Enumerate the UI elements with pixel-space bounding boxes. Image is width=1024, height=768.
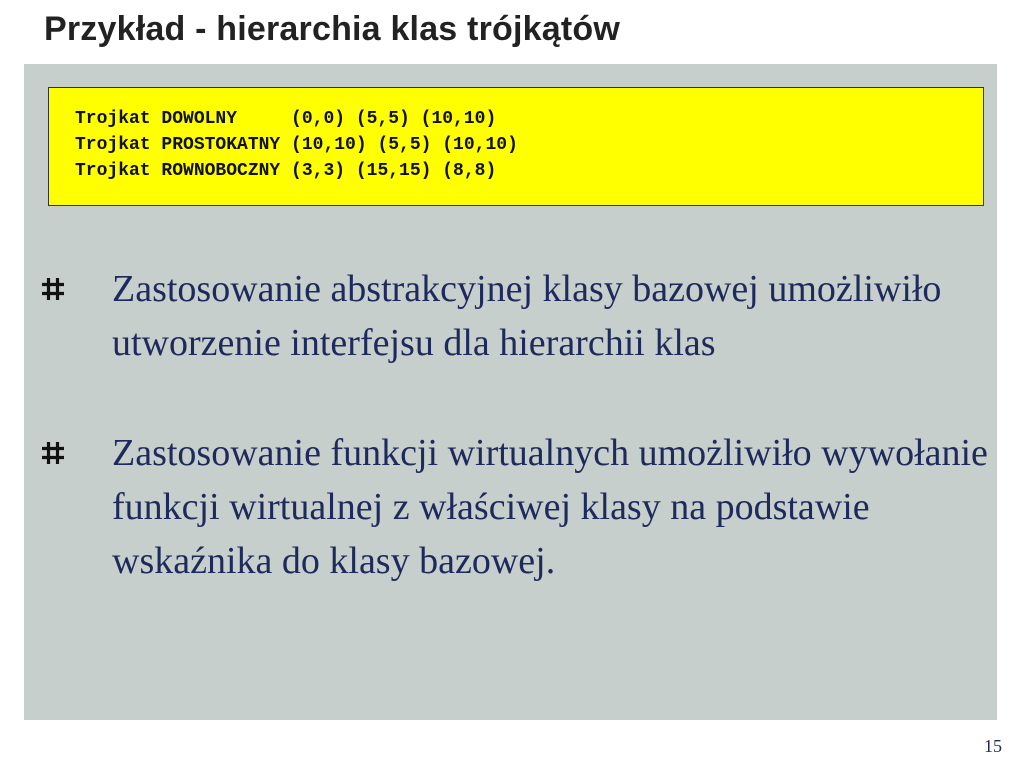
bullet-text: Zastosowanie abstrakcyjnej klasy bazowej umożliwiło utworzenie interfejsu dla hierarchii klas [112, 268, 942, 364]
page-number: 15 [984, 736, 1002, 756]
bullet-text: Zastosowanie funkcji wirtualnych umożliwiło wywołanie funkcji wirtualnej z właściwej klasy na podstawie wskaźnika do klasy bazowej. [112, 432, 988, 582]
content-panel [24, 64, 997, 720]
slide-title: Przykład - hierarchia klas trójkątów [44, 10, 620, 48]
code-box [48, 87, 984, 206]
hash-bullet-icon [40, 440, 66, 466]
code-line: Trojkat ROWNOBOCZNY (3,3) (15,15) (8,8) [75, 161, 497, 181]
code-line: Trojkat PROSTOKATNY (10,10) (5,5) (10,10) [75, 135, 518, 155]
code-line: Trojkat DOWOLNY (0,0) (5,5) (10,10) [75, 109, 497, 129]
hash-bullet-icon [40, 276, 66, 302]
